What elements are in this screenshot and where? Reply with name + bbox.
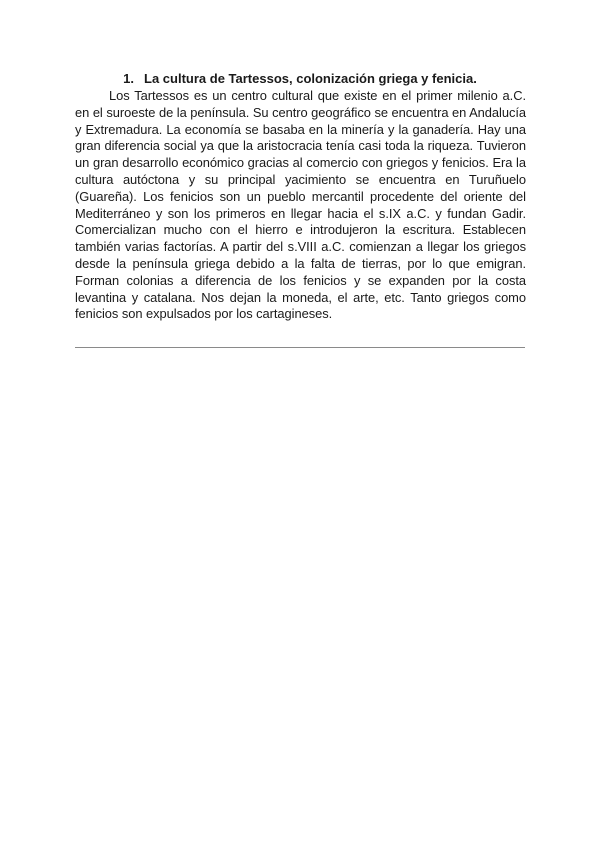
section-heading [75, 70, 525, 87]
body-paragraph: Los Tartessos es un centro cultural que existe en el primer milenio a.C. en el suroeste de la península. Su centro geográfico se encuentra en Andalucía y Extremadura. La economía se basaba en la minería y la ganadería. Hay una gran diferencia social ya que la aristocracia tenía casi toda la riqueza. Tuvieron un gran desarrollo económico gracias al comercio con griegos y fenicios. Era la cultura autóctona y su principal yacimiento se encuentra en Turuñuelo (Guareña). Los fenicios son un pueblo mercantil procedente del oriente del Mediterráneo y son los primeros en llegar hacia el s.IX a.C. y fundan Gadir. Comercializan mucho con el hierro e introdujeron la escritura. Establecen también varias factorías. A partir del s.VIII a.C. comienzan a llegar los griegos desde la península griega debido a la falta de tierras, por lo que emigran. Forman colonias a diferencia de los fenicios y se expanden por la costa levantina y catalana. Nos dejan la moneda, el arte, etc. Tanto griegos como fenicios son expulsados por los cartagineses. [75, 88, 526, 322]
section-number: 1. [123, 71, 135, 86]
section-title: La cultura de Tartessos, colonización griega y fenicia. [144, 71, 477, 86]
horizontal-rule [75, 347, 525, 348]
